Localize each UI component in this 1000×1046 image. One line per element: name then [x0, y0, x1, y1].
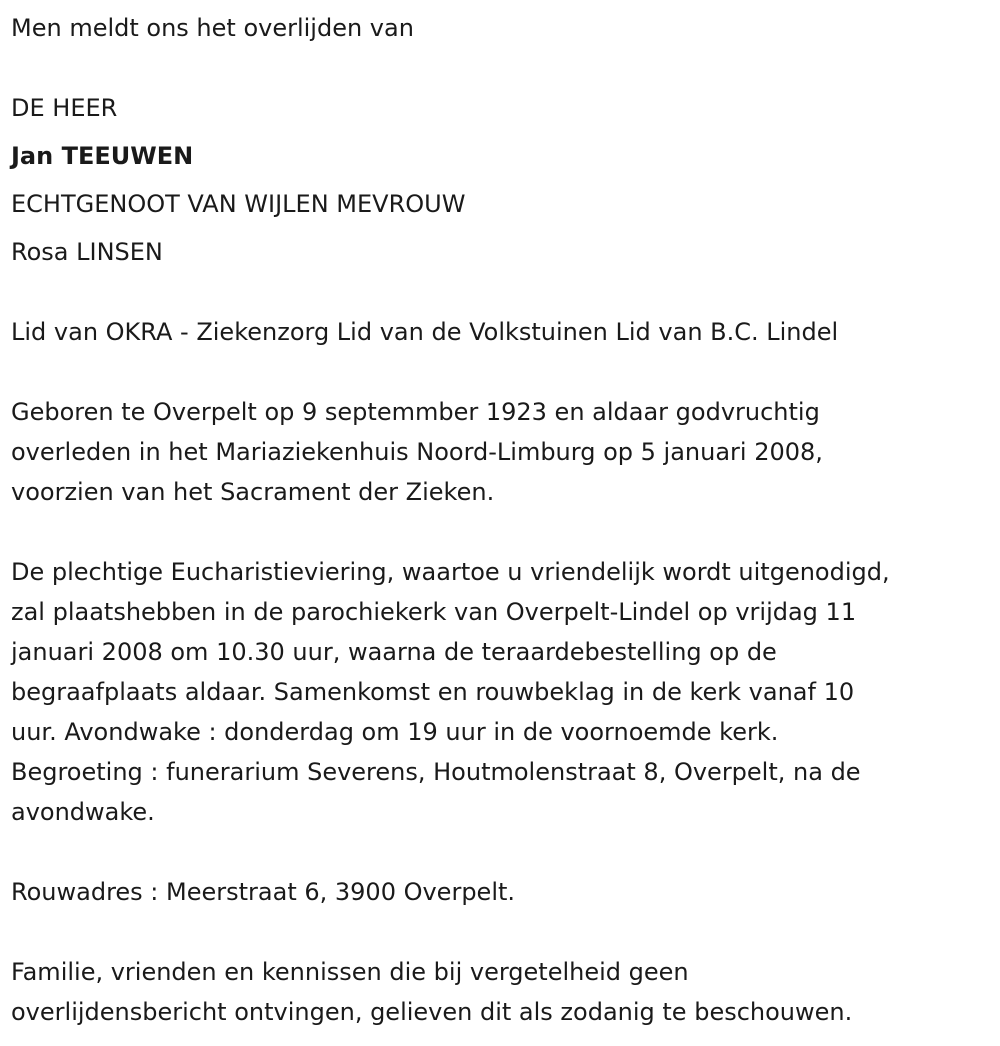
paragraph-line: overlijdensbericht ontvingen, gelieven dit als zodanig te beschouwen.	[11, 998, 853, 1026]
death-notice	[11, 8, 996, 1032]
spacer	[11, 912, 996, 952]
paragraph-line: overleden in het Mariaziekenhuis Noord-Limburg op 5 januari 2008,	[11, 438, 823, 466]
closing-paragraph	[11, 952, 996, 1032]
spouse-name: Rosa LINSEN	[11, 238, 163, 266]
birth-death-paragraph	[11, 392, 996, 512]
paragraph-line: voorzien van het Sacrament der Zieken.	[11, 478, 495, 506]
spacer	[11, 832, 996, 872]
title-prefix: DE HEER	[11, 94, 118, 122]
paragraph-line: uur. Avondwake : donderdag om 19 uur in de voornoemde kerk.	[11, 718, 779, 746]
spouse-label: ECHTGENOOT VAN WIJLEN MEVROUW	[11, 190, 466, 218]
memberships: Lid van OKRA - Ziekenzorg Lid van de Volkstuinen Lid van B.C. Lindel	[11, 318, 839, 346]
spacer	[11, 48, 996, 88]
paragraph-line: zal plaatshebben in de parochiekerk van Overpelt-Lindel op vrijdag 11	[11, 598, 857, 626]
paragraph-line: januari 2008 om 10.30 uur, waarna de teraardebestelling op de	[11, 638, 777, 666]
paragraph-line: Geboren te Overpelt op 9 septemmber 1923 en aldaar godvruchtig	[11, 398, 820, 426]
spacer	[11, 512, 996, 552]
paragraph-line: Familie, vrienden en kennissen die bij vergetelheid geen	[11, 958, 689, 986]
paragraph-line: begraafplaats aldaar. Samenkomst en rouwbeklag in de kerk vanaf 10	[11, 678, 855, 706]
deceased-name: Jan TEEUWEN	[11, 142, 194, 170]
spacer	[11, 352, 996, 392]
paragraph-line: De plechtige Eucharistieviering, waartoe u vriendelijk wordt uitgenodigd,	[11, 558, 890, 586]
paragraph-line: avondwake.	[11, 798, 155, 826]
intro-text: Men meldt ons het overlijden van	[11, 14, 414, 42]
mourning-address: Rouwadres : Meerstraat 6, 3900 Overpelt.	[11, 878, 516, 906]
ceremony-paragraph	[11, 552, 996, 832]
paragraph-line: Begroeting : funerarium Severens, Houtmolenstraat 8, Overpelt, na de	[11, 758, 861, 786]
spacer	[11, 272, 996, 312]
